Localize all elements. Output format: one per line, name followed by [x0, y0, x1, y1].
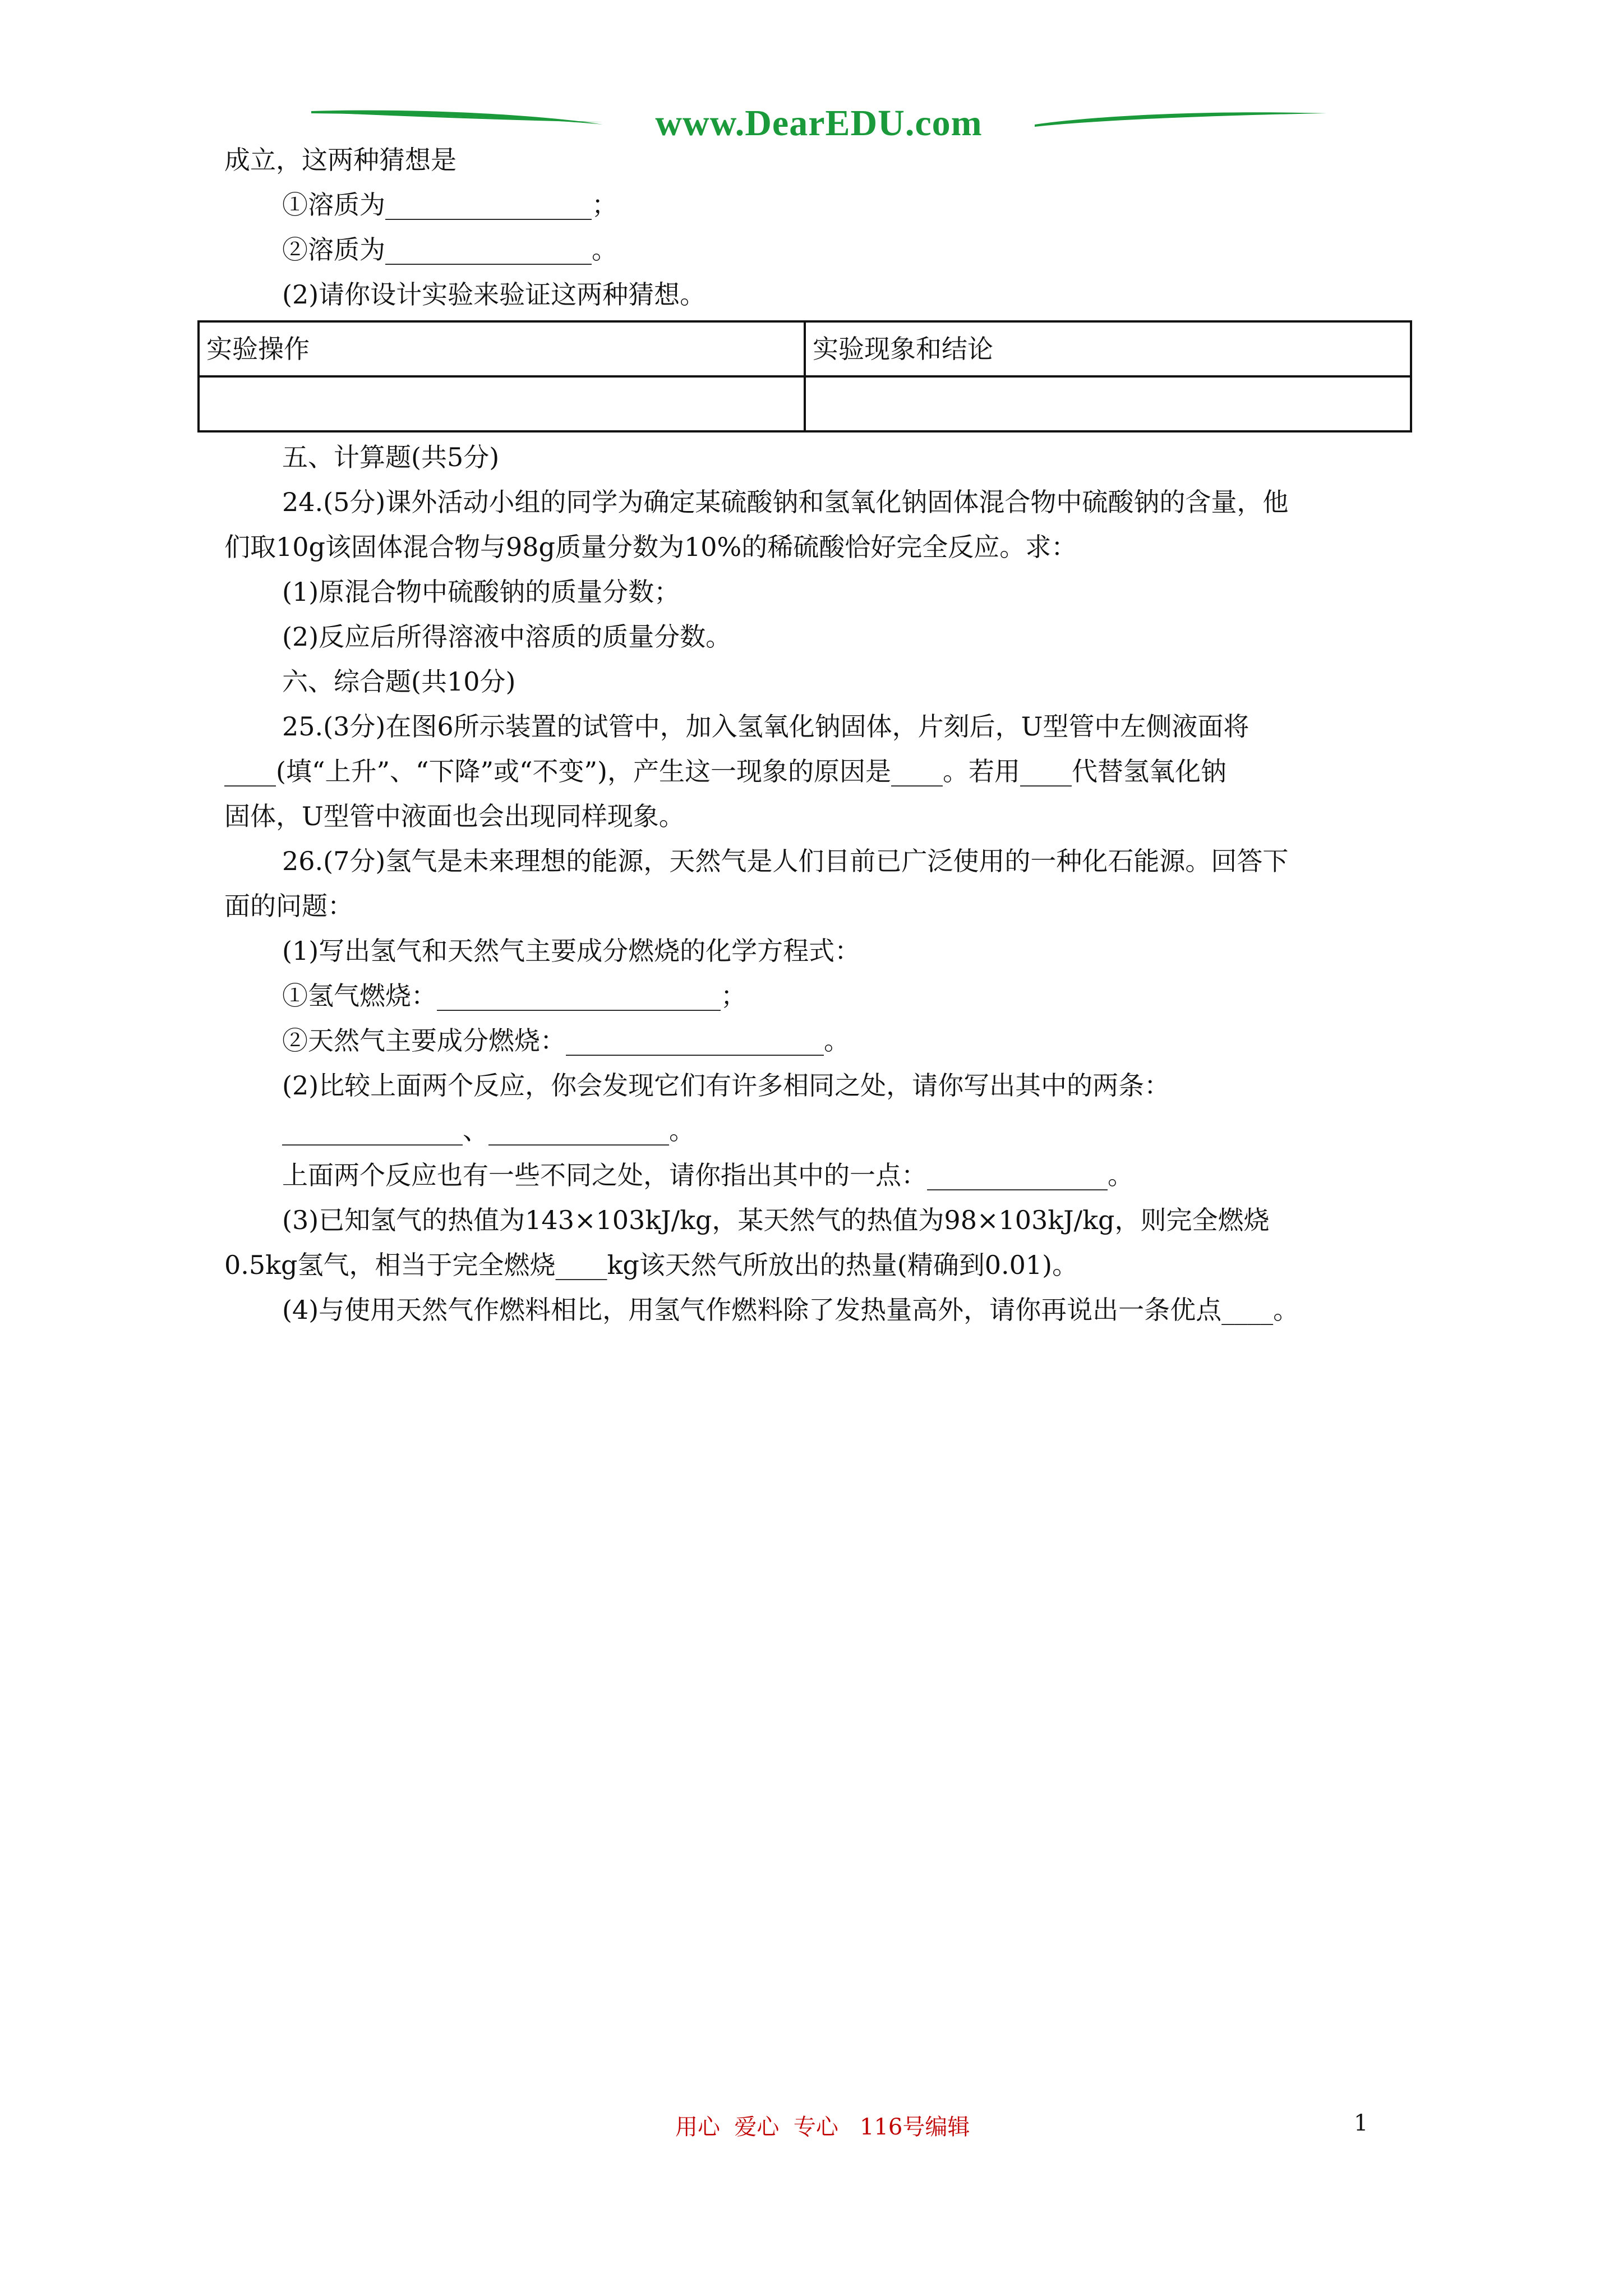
text-line: (2)请你设计实验来验证这两种猜想。 [282, 279, 706, 310]
question-24-text: 24.(5分)课外活动小组的同学为确定某硫酸钠和氢氧化钠固体混合物中硫酸钠的含量，他 [282, 487, 1289, 517]
question-26-text: 面的问题： [224, 891, 353, 921]
table-row [199, 376, 1411, 431]
text-line: ②溶质为________________。 [282, 234, 617, 265]
question-26-sub2: (2)比较上面两个反应，你会发现它们有许多相同之处，请你写出其中的两条： [282, 1070, 1170, 1101]
question-26-sub3: (3)已知氢气的热值为143×103kJ/kg，某天然气的热值为98×103kJ/kg，则完全燃烧 [282, 1205, 1270, 1235]
question-25-text: 固体，U型管中液面也会出现同样现象。 [224, 801, 685, 831]
question-26-sub1: (1)写出氢气和天然气主要成分燃烧的化学方程式： [282, 936, 861, 966]
section-title: 六、综合题(共10分) [282, 666, 516, 697]
question-26-sub3: 0.5kg氢气，相当于完全燃烧____kg该天然气所放出的热量(精确到0.01)。 [224, 1250, 1078, 1280]
question-26-text: 26.(7分)氢气是未来理想的能源，天然气是人们目前已广泛使用的一种化石能源。回答下 [282, 846, 1289, 876]
text-line: ①溶质为________________； [282, 190, 617, 220]
question-24-text: 们取10g该固体混合物与98g质量分数为10%的稀硫酸恰好完全反应。求： [224, 532, 1077, 562]
table-header-cell: 实验现象和结论 [805, 321, 1411, 376]
table-header-cell: 实验操作 [199, 321, 805, 376]
footer-text: 用心 爱心 专心 116号编辑 [675, 2114, 970, 2140]
document-body [206, 137, 1436, 1332]
site-brand-logo: www.DearEDU.com [655, 103, 983, 144]
question-26-sub1a: ①氢气燃烧：______________________； [282, 981, 746, 1011]
question-24-sub1: (1)原混合物中硫酸钠的质量分数； [282, 577, 680, 607]
question-26-sub2-diff: 上面两个反应也有一些不同之处，请你指出其中的一点：______________。 [282, 1160, 1133, 1190]
question-26-sub1b: ②天然气主要成分燃烧：____________________。 [282, 1025, 850, 1056]
page-number: 1 [1354, 2110, 1368, 2136]
question-26-sub4: (4)与使用天然气作燃料相比，用氢气作燃料除了发热量高外，请你再说出一条优点____。 [282, 1295, 1299, 1325]
experiment-table [197, 320, 1412, 432]
question-25-text: ____(填“上升”、“下降”或“不变”)，产生这一现象的原因是____。若用____代替氢氧化钠 [224, 756, 1227, 786]
question-24-sub2: (2)反应后所得溶液中溶质的质量分数。 [282, 622, 732, 652]
section-title: 五、计算题(共5分) [282, 442, 500, 472]
question-26-sub2-blank: ______________、______________。 [282, 1115, 695, 1145]
table-header-row [199, 321, 1411, 376]
page-footer [0, 2109, 1623, 2148]
question-25-text: 25.(3分)在图6所示装置的试管中，加入氢氧化钠固体，片刻后，U型管中左侧液面将 [282, 711, 1249, 742]
table-cell [805, 376, 1411, 431]
table-cell [199, 376, 805, 431]
text-line: 成立，这两种猜想是 [224, 145, 457, 175]
